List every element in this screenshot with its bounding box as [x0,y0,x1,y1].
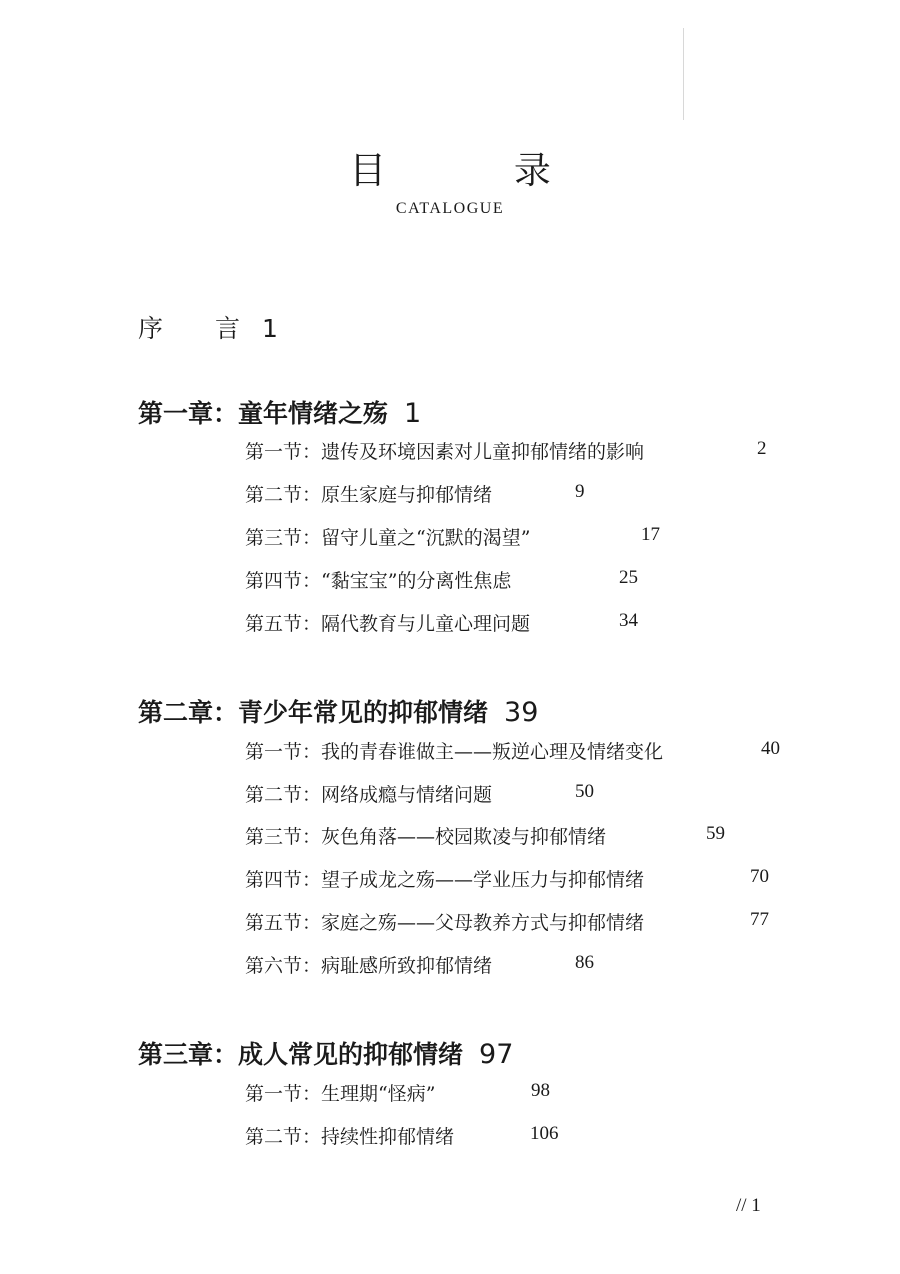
section-page: 59 [706,823,725,844]
chapter-page: 39 [504,697,539,728]
chapter-2-section-2[interactable] [245,780,594,807]
section-title: 第三节：灰色角落——校园欺凌与抑郁情绪 [245,826,607,848]
chapter-1-section-1[interactable] [245,437,767,464]
chapter-3-section-2[interactable] [245,1122,559,1149]
section-title: 第六节：病耻感所致抑郁情绪 [245,955,493,977]
chapter-1-section-4[interactable] [245,566,638,593]
section-page: 86 [575,952,594,973]
chapter-title: 第一章：童年情绪之殇 [138,399,389,428]
chapter-2-section-4[interactable] [245,865,769,892]
page-number: // 1 [736,1195,761,1216]
section-page: 70 [750,866,769,887]
section-title: 第三节：留守儿童之“沉默的渴望” [245,527,531,549]
section-page: 17 [641,524,660,545]
section-title: 第一节：我的青春谁做主——叛逆心理及情绪变化 [245,741,664,763]
chapter-1-section-3[interactable] [245,523,660,550]
section-title: 第五节：隔代教育与儿童心理问题 [245,613,531,635]
preface-label: 序 言 [138,314,262,343]
chapter-2-entry[interactable] [138,693,538,729]
chapter-title: 第二章：青少年常见的抑郁情绪 [138,698,489,727]
chapter-2-section-1[interactable] [245,737,780,764]
section-page: 50 [575,781,594,802]
section-title: 第五节：家庭之殇——父母教养方式与抑郁情绪 [245,912,645,934]
section-title: 第二节：网络成瘾与情绪问题 [245,784,493,806]
section-title: 第一节：生理期“怪病” [245,1083,436,1105]
page-edge-line [683,28,684,120]
section-title: 第四节：“黏宝宝”的分离性焦虑 [245,570,512,592]
chapter-3-entry[interactable] [138,1035,513,1071]
chapter-page: 1 [404,398,422,429]
chapter-1-section-2[interactable] [245,480,585,507]
preface-page: 1 [261,314,278,343]
chapter-2-section-3[interactable] [245,822,725,849]
section-title: 第四节：望子成龙之殇——学业压力与抑郁情绪 [245,869,645,891]
section-page: 34 [619,610,638,631]
chapter-1-section-5[interactable] [245,609,638,636]
chapter-3-section-1[interactable] [245,1079,550,1106]
section-title: 第一节：遗传及环境因素对儿童抑郁情绪的影响 [245,441,645,463]
section-title: 第二节：原生家庭与抑郁情绪 [245,484,493,506]
section-page: 40 [761,738,780,759]
chapter-2-section-5[interactable] [245,908,769,935]
section-page: 77 [750,909,769,930]
toc-subtitle: CATALOGUE [395,200,505,217]
section-page: 9 [575,481,585,502]
chapter-page: 97 [479,1039,514,1070]
section-page: 2 [757,438,767,459]
section-page: 98 [531,1080,550,1101]
chapter-title: 第三章：成人常见的抑郁情绪 [138,1040,464,1069]
chapter-1-entry[interactable] [138,394,421,430]
section-page: 25 [619,567,638,588]
preface-entry[interactable] [138,309,278,345]
toc-title: 目 录 [349,149,609,192]
chapter-2-section-6[interactable] [245,951,594,978]
section-title: 第二节：持续性抑郁情绪 [245,1126,455,1148]
section-page: 106 [530,1123,559,1144]
